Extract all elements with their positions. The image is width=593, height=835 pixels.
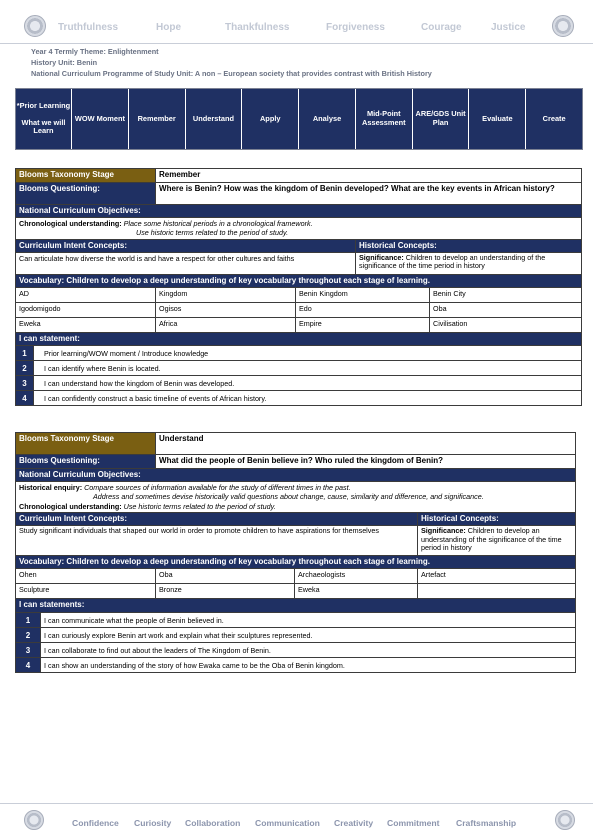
vocab-word: Eweka <box>295 584 418 599</box>
history-unit: History Unit: Benin <box>31 58 98 67</box>
remember-card <box>15 168 582 406</box>
objective-type: Chronological understanding: <box>19 219 122 228</box>
vocab-word: Igodomigodo <box>16 303 156 318</box>
questioning-label: Blooms Questioning: <box>16 455 156 469</box>
value-word: Forgiveness <box>326 22 385 33</box>
school-crest-icon <box>555 810 575 830</box>
footer-word: Craftsmanship <box>456 818 517 828</box>
footer-rule <box>0 803 593 804</box>
vocab-word: Empire <box>296 318 430 333</box>
value-word: Truthfulness <box>58 22 119 33</box>
objective-type: Historical enquiry: <box>19 483 83 492</box>
objectives-text <box>16 482 576 513</box>
historical-concepts-label: Historical Concepts: <box>418 513 576 526</box>
objectives-label: National Curriculum Objectives: <box>16 205 582 218</box>
plan-label-will-learn: What we will Learn <box>21 117 66 136</box>
termly-theme: Year 4 Termly Theme: Enlightenment <box>31 47 159 56</box>
vocab-word: Benin Kingdom <box>296 288 430 303</box>
significance-label: Significance: <box>421 526 466 536</box>
footer-word: Communication <box>255 818 320 828</box>
statement-number: 3 <box>16 376 34 391</box>
statement-text: Prior learning/WOW moment / Introduce knowledge <box>34 346 582 361</box>
statement-text: I can understand how the kingdom of Benin was developed. <box>34 376 582 391</box>
statement-number: 2 <box>16 628 41 643</box>
statement-label: I can statement: <box>16 333 582 346</box>
statement-text: I can confidently construct a basic timeline of events of African history. <box>34 391 582 406</box>
stage-label: Blooms Taxonomy Stage <box>16 433 156 455</box>
objectives-label: National Curriculum Objectives: <box>16 469 576 482</box>
statement-label: I can statements: <box>16 599 576 613</box>
statement-text: I can show an understanding of the story of how Ewaka came to be the Oba of Benin kingdom. <box>41 658 576 673</box>
plan-cell: Understand <box>186 89 243 149</box>
plan-cell: ARE/GDS Unit Plan <box>413 89 470 149</box>
plan-cell: Remember <box>129 89 186 149</box>
learning-plan-bar <box>15 88 583 150</box>
footer-word: Creativity <box>334 818 374 828</box>
significance-label: Significance: <box>359 253 404 262</box>
plan-cell: Evaluate <box>469 89 526 149</box>
vocab-word: Ogisos <box>156 303 296 318</box>
vocab-word: Sculpture <box>16 584 156 599</box>
objective-line: Address and sometimes devise historically valid questions about change, cause, similarity and difference, and significance. <box>93 492 484 502</box>
plan-cell: Apply <box>242 89 299 149</box>
value-word: Justice <box>491 22 526 33</box>
objective-line: Use historic terms related to the period of study. <box>123 501 276 511</box>
stage-label: Blooms Taxonomy Stage <box>16 169 156 183</box>
intent-label: Curriculum Intent Concepts: <box>16 240 356 253</box>
vocab-word: Oba <box>430 303 582 318</box>
vocabulary-label: Vocabulary: Children to develop a deep understanding of key vocabulary throughout each stage of learning. <box>16 556 576 569</box>
objective-line: Use historic terms related to the period of study. <box>136 228 289 237</box>
vocab-word: AD <box>16 288 156 303</box>
vocab-word: Edo <box>296 303 430 318</box>
footer-word: Confidence <box>72 818 119 828</box>
plan-label-prior: *Prior Learning <box>16 101 71 111</box>
statement-text: I can curiously explore Benin art work and explain what their sculptures represented. <box>41 628 576 643</box>
objective-line: Compare sources of information available for the study of different times in the past. <box>84 483 351 492</box>
vocab-word: Africa <box>156 318 296 333</box>
objectives-text <box>16 218 582 240</box>
vocab-word: Kingdom <box>156 288 296 303</box>
understand-card <box>15 432 576 673</box>
statement-number: 4 <box>16 391 34 406</box>
statement-number: 2 <box>16 361 34 376</box>
vocab-word: Benin City <box>430 288 582 303</box>
value-word: Hope <box>156 22 181 33</box>
footer-word: Curiosity <box>134 818 172 828</box>
objective-line: Place some historical periods in a chronological framework. <box>123 219 313 228</box>
statement-text: I can collaborate to find out about the leaders of The Kingdom of Benin. <box>41 643 576 658</box>
header-rule <box>0 43 593 44</box>
school-crest-icon <box>24 15 46 37</box>
questioning-label: Blooms Questioning: <box>16 183 156 205</box>
stage-value: Understand <box>156 433 576 455</box>
value-word: Thankfulness <box>225 22 290 33</box>
questioning-value: What did the people of Benin believe in? Who ruled the kingdom of Benin? <box>156 455 576 469</box>
vocab-word: Archaeologists <box>295 569 418 584</box>
historical-concepts-label: Historical Concepts: <box>356 240 582 253</box>
plan-cell: Mid-Point Assessment <box>356 89 413 149</box>
vocab-word: Oba <box>156 569 295 584</box>
significance-text <box>418 526 576 556</box>
stage-value: Remember <box>156 169 582 183</box>
plan-cell: WOW Moment <box>72 89 129 149</box>
vocab-word: Ohen <box>16 569 156 584</box>
statement-text: I can identify where Benin is located. <box>34 361 582 376</box>
plan-cell: Analyse <box>299 89 356 149</box>
statement-number: 4 <box>16 658 41 673</box>
value-word: Courage <box>421 22 462 33</box>
school-crest-icon <box>552 15 574 37</box>
vocab-word: Civilisation <box>430 318 582 333</box>
plan-cell: Create <box>526 89 582 149</box>
intent-text: Can articulate how diverse the world is and have a respect for other cultures and faiths <box>16 253 356 275</box>
programme-of-study: National Curriculum Programme of Study Unit: A non – European society that provides contrast with British History <box>31 69 432 78</box>
school-crest-icon <box>24 810 44 830</box>
significance-desc: Children to develop an understanding of the significance of the time period in history <box>359 253 546 271</box>
footer-word: Collaboration <box>185 818 241 828</box>
footer-word: Commitment <box>387 818 440 828</box>
vocabulary-label: Vocabulary: Children to develop a deep understanding of key vocabulary throughout each stage of learning. <box>16 275 582 288</box>
intent-text: Study significant individuals that shaped our world in order to promote children to have aspirations for themselves <box>16 526 418 556</box>
significance-desc: Children to develop an understanding of the significance of the time period in history <box>421 526 562 553</box>
questioning-value: Where is Benin? How was the kingdom of Benin developed? What are the key events in African history? <box>156 183 582 205</box>
vocab-word: Eweka <box>16 318 156 333</box>
objective-type: Chronological understanding: <box>19 501 122 511</box>
statement-number: 1 <box>16 613 41 628</box>
significance-text <box>356 253 582 275</box>
vocab-word: Bronze <box>156 584 295 599</box>
footer-bar <box>0 806 593 834</box>
vocab-word <box>418 584 576 599</box>
vocab-word: Artefact <box>418 569 576 584</box>
statement-number: 3 <box>16 643 41 658</box>
statement-text: I can communicate what the people of Benin believed in. <box>41 613 576 628</box>
intent-label: Curriculum Intent Concepts: <box>16 513 418 526</box>
statement-number: 1 <box>16 346 34 361</box>
plan-cell-prior-learning <box>16 89 72 149</box>
